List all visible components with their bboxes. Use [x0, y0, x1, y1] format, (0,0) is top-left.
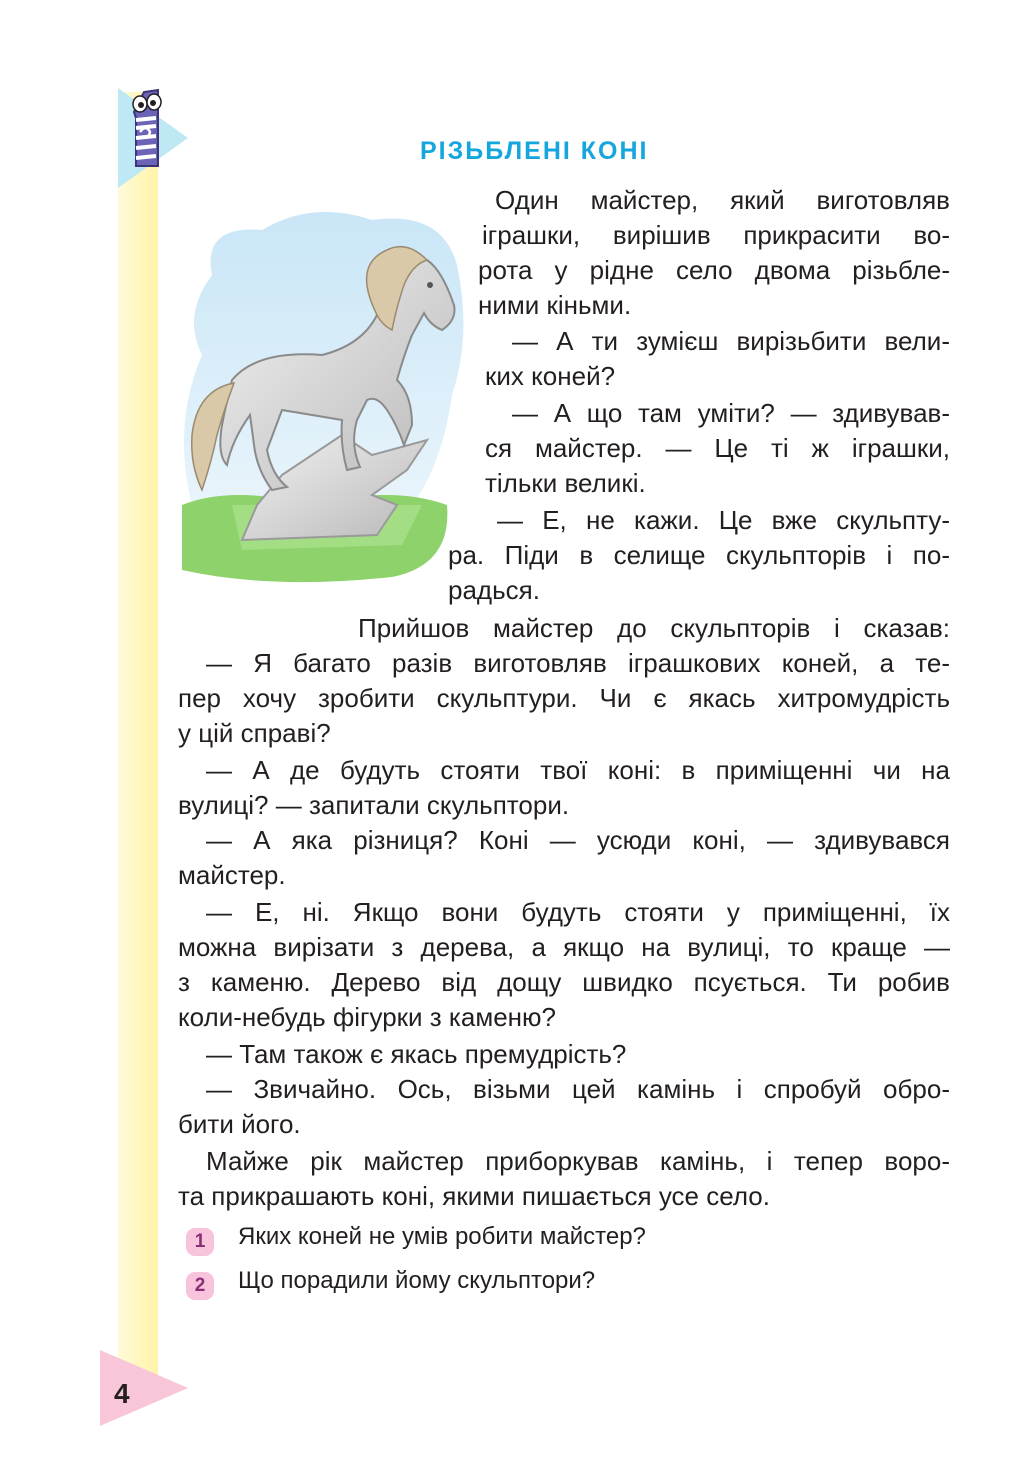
story-line: вулиці? — запитали скульптори.: [178, 790, 570, 820]
story-line: — Е, не кажи. Це вже скульпту-: [497, 505, 950, 535]
story-line: — А де будуть стояти твої коні: в приміщенні чи на: [206, 755, 950, 785]
page-number: 4: [114, 1378, 130, 1409]
question-text: Що порадили йому скульптори?: [238, 1267, 596, 1294]
story-line: коли-небудь фігурки з каменю?: [178, 1002, 556, 1032]
story-line: Майже рік майстер приборкував камінь, і тепер воро-: [206, 1146, 950, 1176]
question-number-badge: 1: [186, 1228, 214, 1256]
story-line: тільки великі.: [485, 468, 646, 498]
story-line: та прикрашають коні, якими пишається усе село.: [178, 1181, 770, 1211]
story-line: — А ти зумієш вирізьбити вели-: [512, 326, 950, 356]
story-line: іграшки, вирішив прикрасити во-: [482, 220, 950, 250]
story-line: ких коней?: [485, 361, 616, 391]
story-line: ся майстер. — Це ті ж іграшки,: [485, 433, 950, 463]
story-line: — Я багато разів виготовляв іграшкових коней, а те-: [206, 648, 950, 678]
margin-strip: [118, 92, 158, 1382]
story-line: бити його.: [178, 1109, 301, 1139]
story-title: РІЗЬБЛЕНІ КОНІ: [420, 137, 649, 165]
story-line: Прийшов майстер до скульпторів і сказав:: [358, 613, 950, 643]
question-number-badge: 2: [186, 1272, 214, 1300]
horse-statue-illustration: [172, 205, 464, 585]
story-line: пер хочу зробити скульптури. Чи є якась хитромудрість: [178, 683, 950, 713]
question-text: Яких коней не умів робити майстер?: [238, 1223, 646, 1250]
story-line: Один майстер, який виготовляв: [495, 185, 950, 215]
story-line: можна вирізати з дерева, а якщо на вулиці, то краще —: [178, 932, 950, 962]
story-line: — Там також є якась премудрість?: [206, 1039, 627, 1069]
story-line: — Е, ні. Якщо вони будуть стояти у приміщенні, їх: [206, 897, 950, 927]
story-line: — Звичайно. Ось, візьми цей камінь і спробуй обро-: [206, 1074, 950, 1104]
story-line: у цій справі?: [178, 718, 331, 748]
story-line: майстер.: [178, 860, 286, 890]
story-line: — А яка різниця? Коні — усюди коні, — здивувався: [206, 825, 950, 855]
story-line: ра. Піди в селище скульпторів і по-: [448, 540, 950, 570]
story-line: радься.: [448, 575, 540, 605]
story-line: з каменю. Дерево від дощу швидко псується. Ти робив: [178, 967, 950, 997]
story-line: — А що там уміти? — здивував-: [512, 398, 950, 428]
story-line: ними кіньми.: [478, 290, 632, 320]
story-line: рота у рідне село двома різьбле-: [478, 255, 950, 285]
number-one-mascot-icon: [118, 82, 174, 174]
